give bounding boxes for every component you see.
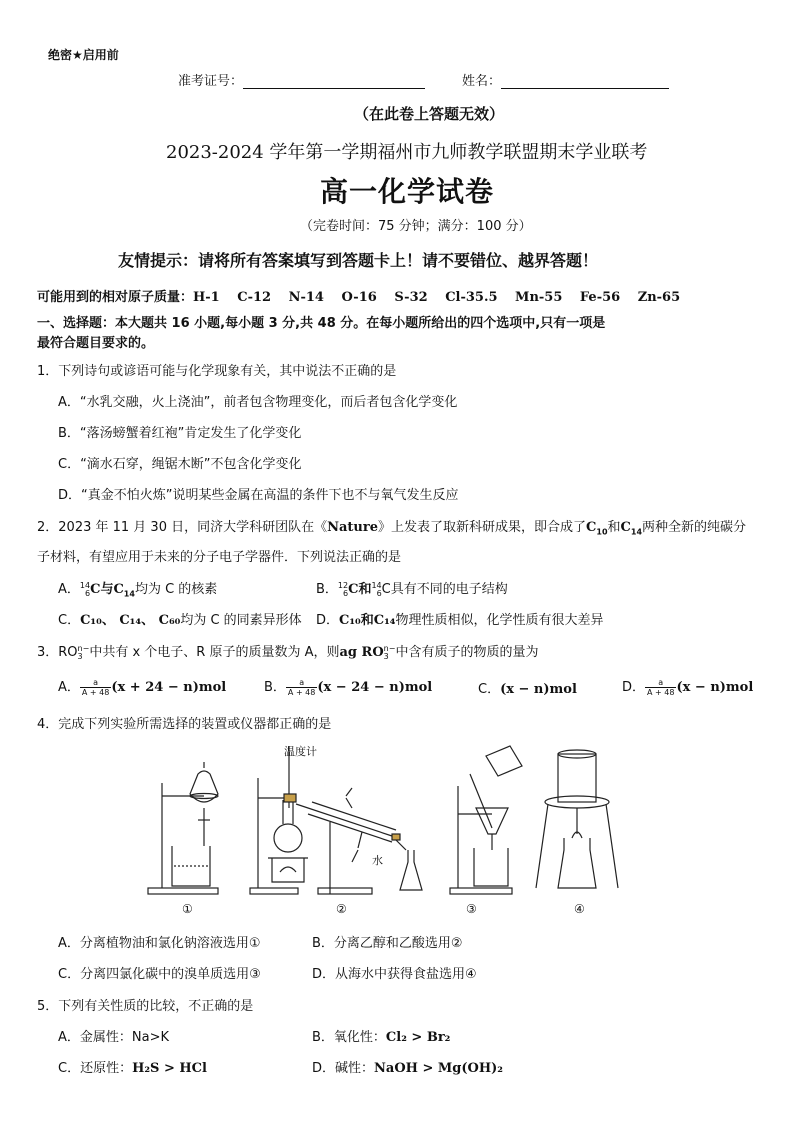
arrow-out [346, 788, 352, 796]
q1-option-b: B．“落汤螃蟹着红袍”肯定发生了化学变化 [58, 426, 302, 441]
q3-ion-charge-sub: 3 [77, 651, 83, 661]
secret-mark: 绝密★启用前 [48, 48, 119, 62]
invalid-note: （在此卷上答题无效） [354, 105, 505, 123]
distilling-flask [274, 824, 302, 852]
q2-option-c [58, 609, 302, 628]
q3-option-b [264, 676, 432, 697]
q3-stem-part2: 中共有 x 个电子、R 原子的质量数为 A，则 [89, 645, 340, 660]
q2-b-atomic-number1: 6 [343, 588, 349, 598]
water-in-tube [358, 832, 362, 848]
q3-option-d [622, 676, 753, 697]
q4-apparatus-figure [140, 738, 630, 920]
alcohol-lamp [558, 838, 596, 888]
q2-c-label: C． [58, 613, 81, 628]
q4-option-c: C．分离四氯化碳中的溴单质选用③ [58, 967, 261, 982]
q5-option-a: A．金属性：Na>K [58, 1030, 170, 1045]
adapter-joint [392, 834, 400, 840]
section1-heading: 一、选择题：本大题共 16 小题,每小题 3 分,共 48 分。在每小题所给出的四个选项中,只有一项是 [37, 316, 606, 331]
q2-and: 和 [607, 520, 621, 535]
q2-b-nuclide-index1 [338, 582, 348, 598]
journal-name: Nature [327, 520, 378, 535]
arrow-in [352, 850, 358, 862]
q3-stem-part1: 3．RO [37, 645, 78, 660]
q3-b-frac-den: A + 48 [287, 688, 316, 697]
q4-stem: 4．完成下列实验所需选择的装置或仪器都正确的是 [37, 717, 332, 732]
filter-funnel [476, 808, 508, 834]
q4-option-a: A．分离植物油和氯化钠溶液选用① [58, 936, 261, 951]
q1-option-c: C．“滴水石穿，绳锯木断”不包含化学变化 [58, 457, 302, 472]
q2-stem-part2: 》上发表了取新科研成果，即合成了 [378, 520, 587, 535]
q5-c-label: C．还原性： [58, 1061, 133, 1076]
q3-c-label: C． [478, 682, 501, 697]
thermometer-label: 温度计 [284, 745, 317, 758]
q3-ion-charge2-sup: n− [383, 643, 396, 653]
q2-d-formula: C₁₀和C₁₄ [339, 613, 396, 628]
name-blank [501, 74, 669, 89]
water-out-tube [346, 798, 352, 808]
q2-b-mass-number1: 12 [337, 580, 349, 590]
q5-b-expr: Cl₂ > Br₂ [385, 1030, 451, 1045]
stopper-2 [284, 794, 296, 802]
q2-b-label: B． [316, 582, 338, 597]
q2-a-subscript: 14 [123, 589, 135, 599]
q3-a-expr: (x + 24 − n)mol [111, 680, 227, 695]
q2-stem-line1 [37, 516, 746, 537]
q5-option-d [312, 1057, 503, 1076]
q3-b-frac-num: a [286, 678, 317, 688]
stand-base-3 [450, 888, 512, 894]
q5-b-label: B．氧化性： [312, 1030, 386, 1045]
q3-d-expr: (x − n)mol [676, 680, 754, 695]
q3-ion-charge-sup: n− [77, 643, 90, 653]
stand-base-2a [250, 888, 298, 894]
q3-ion-charge-2 [384, 645, 396, 661]
q3-b-fraction [286, 678, 317, 697]
section1-heading-cont: 最符合题目要求的。 [37, 336, 155, 351]
q2-b-mass-number2: 14 [371, 580, 382, 590]
q2-c-formula: C₁₀、 C₁₄、 C₆₀ [80, 613, 181, 628]
q3-d-frac-den: A + 48 [647, 688, 675, 697]
q3-d-fraction [645, 678, 676, 697]
heating-mantle [268, 858, 308, 882]
label-apparatus-1: ① [182, 902, 193, 916]
q4-option-b: B．分离乙醇和乙酸选用② [312, 936, 463, 951]
q2-a-text: 均为 C 的核素 [134, 582, 218, 597]
name-label: 姓名： [462, 74, 502, 89]
q2-a-atomic-number: 6 [85, 588, 91, 598]
q2-option-d [316, 609, 604, 628]
q3-option-c [478, 678, 577, 697]
q5-option-c [58, 1057, 207, 1076]
stand-base-1 [148, 888, 218, 894]
apparatus-4-evaporation [536, 750, 618, 888]
exam-id-label: 准考证号： [178, 74, 244, 89]
q2-b-atomic-number2: 6 [376, 588, 382, 598]
q2-a-mass-number: 14 [79, 580, 91, 590]
apparatus-1-separatory-funnel [148, 762, 218, 894]
c14-subscript: 14 [630, 527, 643, 537]
q3-option-a [58, 676, 226, 697]
q1-option-a: A．“水乳交融，火上浇油”，前者包含物理变化，而后者包含化学变化 [58, 395, 458, 410]
q2-c-text: 均为 C 的同素异形体 [180, 613, 302, 628]
water-label: 水 [372, 854, 383, 867]
q3-a-label: A． [58, 680, 80, 695]
atomic-masses: 可能用到的相对原子质量：H-1 C-12 N-14 O-16 S-32 Cl-35.5 Mn-55 Fe-56 Zn-65 [37, 290, 681, 305]
time-info: （完卷时间：75 分钟；满分：100 分） [300, 219, 532, 234]
q2-b-nuclide-index2 [371, 582, 381, 598]
q2-stem-part3: 两种全新的纯碳分 [642, 520, 747, 535]
c10-subscript: 10 [596, 527, 608, 537]
reminder: 友情提示：请将所有答案填写到答题卡上！请不要错位、越界答题！ [118, 251, 599, 270]
exam-id-blank [243, 74, 425, 89]
q2-d-label: D． [316, 613, 340, 628]
q4-option-d: D．从海水中获得食盐选用④ [312, 967, 477, 982]
q2-a-formula: C与C [90, 582, 124, 597]
receiving-flask [400, 850, 422, 890]
q5-d-expr: NaOH > Mg(OH)₂ [374, 1061, 503, 1076]
tripod-leg-left [536, 804, 548, 888]
label-apparatus-2: ② [336, 902, 347, 916]
q2-a-label: A． [58, 582, 80, 597]
pouring-beaker [486, 746, 522, 776]
name-field [462, 70, 669, 89]
q1-stem: 1．下列诗句或谚语可能与化学现象有关，其中说法不正确的是 [37, 364, 397, 379]
q3-stem-part3: 中含有质子的物质的量为 [395, 645, 539, 660]
c10-symbol: C [586, 520, 597, 535]
q3-d-frac-num: a [645, 678, 676, 688]
beaker-3 [474, 848, 508, 886]
q2-a-nuclide-index [80, 582, 90, 598]
q2-d-text: 物理性质相似，化学性质有很大差异 [395, 613, 604, 628]
q3-stem [37, 641, 538, 661]
condenser-outer-top [312, 802, 396, 830]
q3-b-label: B． [264, 680, 286, 695]
q2-option-b [316, 578, 508, 598]
q3-b-expr: (x − 24 − n)mol [317, 680, 433, 695]
q2-stem-part1: 2．2023 年 11 月 30 日，同济大学科研团队在《 [37, 520, 328, 535]
stand-base-2b [318, 888, 372, 894]
q3-d-label: D． [622, 680, 646, 695]
q2-stem-line2: 子材料，有望应用于未来的分子电子学器件．下列说法正确的是 [37, 550, 402, 565]
apparatus-2-distillation [250, 746, 422, 894]
tripod-leg-right [606, 804, 618, 888]
q3-a-frac-den: A + 48 [81, 688, 110, 697]
condenser-inner [296, 804, 392, 836]
exam-title: 2023-2024 学年第一学期福州市九师教学联盟期末学业联考 [166, 142, 648, 163]
subject-title: 高一化学试卷 [320, 175, 495, 208]
q3-a-frac-num: a [80, 678, 111, 688]
c14-symbol: C [620, 520, 631, 535]
condenser-outer-bottom [308, 814, 392, 842]
funnel-bulb [190, 771, 218, 802]
apparatus-3-filtration [450, 746, 522, 894]
q3-a-fraction [80, 678, 111, 697]
q3-c-expr: (x − n)mol [500, 682, 577, 697]
q2-b-mid: C和 [348, 582, 372, 597]
q5-stem: 5．下列有关性质的比较，不正确的是 [37, 999, 254, 1014]
q3-stem-ag: ag RO [339, 645, 384, 660]
q2-option-a [58, 578, 217, 599]
exam-id-field [178, 70, 425, 89]
q3-ion-charge [78, 645, 90, 661]
evaporating-vessel [558, 754, 596, 802]
q2-b-text: C具有不同的电子结构 [381, 582, 508, 597]
q1-option-d: D．“真金不怕火炼”说明某些金属在高温的条件下也不与氧气发生反应 [58, 488, 459, 503]
label-apparatus-4: ④ [574, 902, 585, 916]
q3-ion-charge2-sub: 3 [383, 651, 389, 661]
label-apparatus-3: ③ [466, 902, 477, 916]
q5-c-expr: H₂S > HCl [132, 1061, 207, 1076]
q5-d-label: D．碱性： [312, 1061, 375, 1076]
q5-option-b [312, 1026, 450, 1045]
flame-2 [280, 867, 296, 872]
